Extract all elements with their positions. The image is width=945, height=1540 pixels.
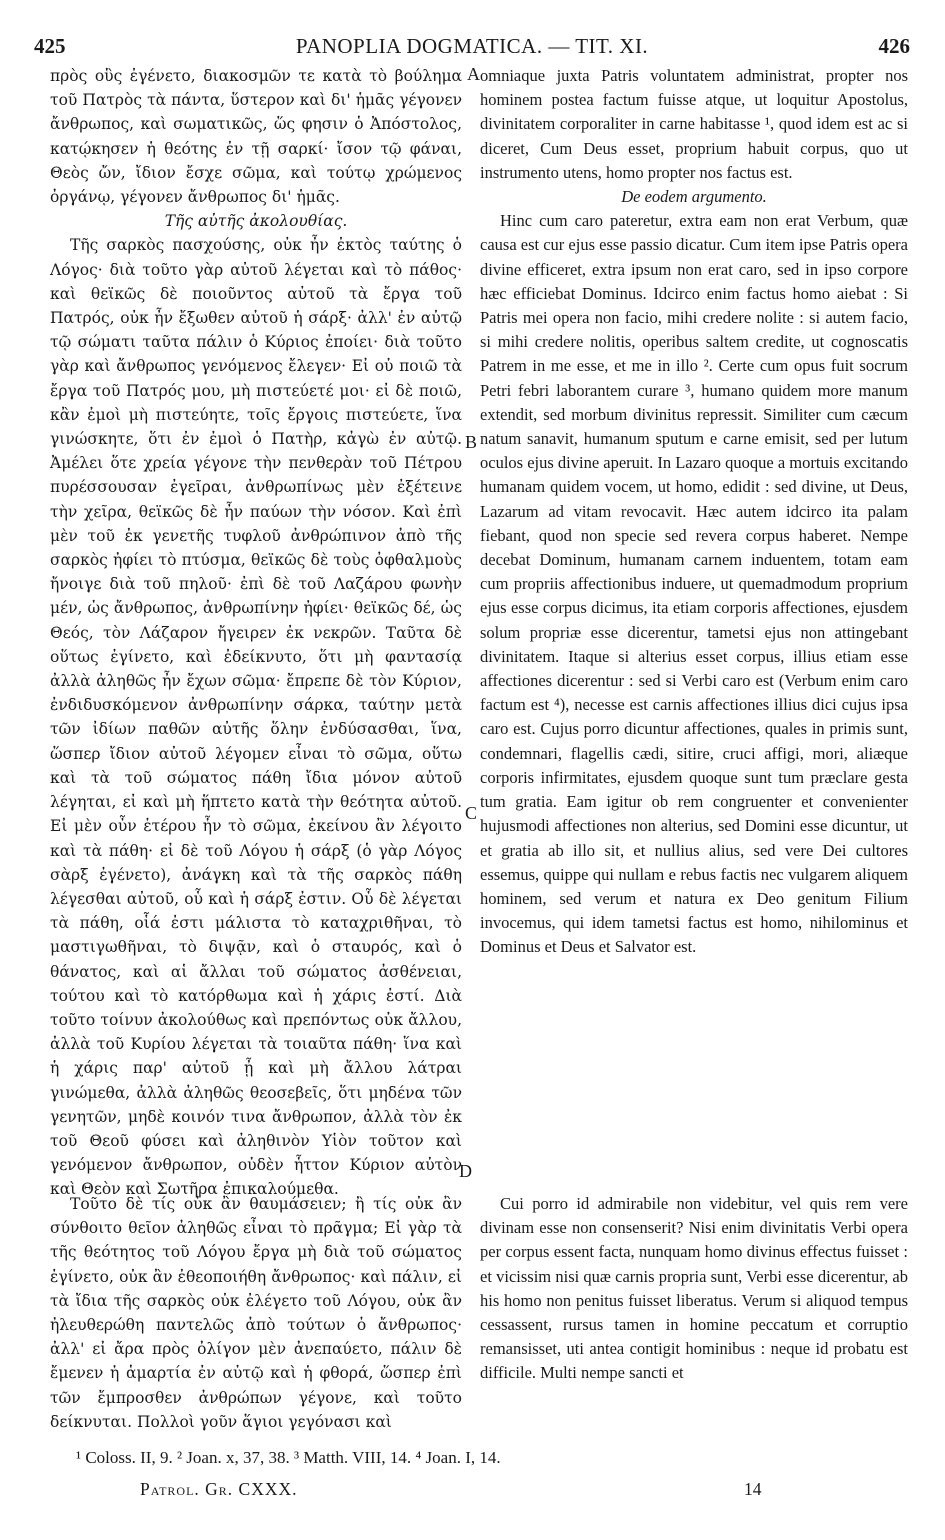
signature-line: Patrol. Gr. CXXX. bbox=[140, 1479, 298, 1499]
latin-column-bottom bbox=[480, 1192, 908, 1386]
running-title: PANOPLIA DOGMATICA. — TIT. XI. bbox=[295, 34, 649, 58]
greek-paragraph: Τῆς σαρκὸς πασχούσης, οὐκ ἦν ἐκτὸς ταύτης ὁ Λόγος· διὰ τοῦτο γὰρ αὐτοῦ λέγεται καὶ τὸ πάθος· καὶ θεϊκῶς δὲ ποιοῦντος αὐτοῦ τὰ ἔργα τοῦ Πατρός, οὐκ ἦν ἔξωθεν αὐτοῦ ἡ σάρξ· ἀλλ' ἐν αὐτῷ τῷ σώματι ταῦτα πάλιν ὁ Κύριος ἐποίει· διὰ τοῦτο γὰρ καὶ ἄνθρωπος γενόμενος ἔλεγεν· Εἰ οὐ ποιῶ τὰ ἔργα τοῦ Πατρός μου, μὴ πιστεύετέ μοι· εἰ δὲ ποιῶ, κἂν ἐμοὶ μὴ πιστεύητε, τοῖς ἔργοις πιστεύετε, ἵνα γινώσκητε, ὅτι ἐν ἐμοὶ ὁ Πατὴρ, κἀγὼ ἐν αὐτῷ. Ἀμέλει ὅτε χρεία γέγονε τὴν πενθερὰν τοῦ Πέτρου πυρέσσουσαν ἐγεῖραι, ἀνθρωπίνως μὲν ἐξέτεινε τὴν χεῖρα, θεϊκῶς δὲ ἦν παύων τὴν νόσον. Καὶ ἐπὶ μὲν τοῦ ἐκ γενετῆς τυφλοῦ ἀνθρώπινον ἀπὸ τῆς σαρκὸς ἠφίει τὸ πτύσμα, θεϊκῶς δὲ τοὺς ὀφθαλμοὺς ἤνοιγε διὰ τοῦ πηλοῦ· ἐπὶ δὲ τοῦ Λαζάρου φωνὴν μέν, ὡς ἄνθρωπος, ἀνθρωπίνην ἠφίει· θεϊκῶς δέ, ὡς Θεός, τὸν Λάζαρον ἤγειρεν ἐκ νεκρῶν. Ταῦτα δὲ οὕτως ἐγίνετο, καὶ ἐδείκνυτο, ὅτι μὴ φαντασίᾳ ἀλλὰ ἀληθῶς ἦν ἔχων σῶμα· ἔπρεπε δὲ τὸν Κύριον, ἐνδιδυσκόμενον ἀνθρωπίνην σάρκα, ταύτην μετὰ τῶν ἰδίων παθῶν αὐτῆς ὅλην ἐνδύσασθαι, ἵνα, ὥσπερ ἴδιον αὐτοῦ λέγομεν εἶναι τὸ σῶμα, οὕτω καὶ τὰ τοῦ σώματος πάθη ἴδια μόνον αὐτοῦ λέγηται, εἰ καὶ μὴ ἥπτετο κατὰ τὴν θεότητα αὐτοῦ. Εἰ μὲν οὖν ἑτέρου ἦν τὸ σῶμα, ἐκείνου ἂν λέγοιτο καὶ τὰ πάθη· εἰ δὲ τοῦ Λόγου ἡ σάρξ (ὁ γὰρ Λόγος σὰρξ ἐγένετο), ἀνάγκη καὶ τὰ τῆς σαρκὸς πάθη λέγεσθαι αὐτοῦ, οὗ καὶ ἡ σάρξ ἐστιν. Οὗ δὲ λέγεται τὰ πάθη, οἷά ἐστι μάλιστα τὸ καταχριθῆναι, τὸ μαστιγωθῆναι, τὸ διψᾷν, καὶ ὁ σταυρός, καὶ ὁ θάνατος, καὶ αἱ ἄλλαι τοῦ σώματος ἀσθένειαι, τούτου καὶ τὸ κατόρθωμα καὶ ἡ χάρις ἐστί. Διὰ τοῦτο τοίνυν ἀκολούθως καὶ πρεπόντως οὐκ ἄλλου, ἀλλὰ τοῦ Κυρίου λέγεται τὰ τοιαῦτα πάθη· ἵνα καὶ ἡ χάρις παρ' αὐτοῦ ᾖ καὶ μὴ ἄλλου λάτραι γινώμεθα, ἀλλὰ ἀληθῶς θεοσεβεῖς, ὅτι μηδένα τῶν γενητῶν, μηδὲ κοινόν τινα ἄνθρωπον, ἀλλὰ τὸν ἐκ τοῦ Θεοῦ φύσει καὶ ἀληθινὸν Υἱὸν τοῦτον καὶ γενόμενον ἄνθρωπον, οὐδὲν ἧττον Κύριον αὐτὸν καὶ Θεὸν καὶ Σωτῆρα ἐπικαλούμεθα. bbox=[50, 236, 462, 1199]
latin-section-heading: De eodem argumento. bbox=[621, 187, 767, 207]
page-number-right: 426 bbox=[878, 34, 910, 58]
sheet-number: 14 bbox=[744, 1479, 762, 1499]
page-number-left: 425 bbox=[34, 34, 66, 58]
margin-mark-d: D bbox=[459, 1161, 472, 1181]
greek-paragraph: Τοῦτο δὲ τίς οὐκ ἂν θαυμάσειεν; ἢ τίς οὐκ ἂν σύνθοιτο θεῖον ἀληθῶς εἶναι τὸ πρᾶγμα; Εἰ γὰρ τὰ τῆς θεότητος τοῦ Λόγου ἔργα μὴ διὰ τοῦ σώματος ἐγίνετο, οὐκ ἂν ἐθεοποιήθη ἄνθρωπος· καὶ πάλιν, εἰ τὰ ἴδια τῆς σαρκὸς οὐκ ἐλέγετο τοῦ Λόγου, οὐκ ἂν ἠλευθερώθη παντελῶς ἀπὸ τούτων ὁ ἄνθρωπος· ἀλλ' εἰ ἄρα πρὸς ὀλίγον μὲν ἀνεπαύετο, πάλιν δὲ ἔμενεν ἡ ἁμαρτία ἐν αὐτῷ καὶ ἡ φθορά, ὥσπερ ἐπὶ τῶν ἔμπροσθεν ἀνθρώπων γέγονε, καὶ τοῦτο δείκνυται. Πολλοὶ γοῦν ἅγιοι γεγόνασι καὶ bbox=[50, 1195, 462, 1431]
margin-mark-b: B bbox=[465, 432, 478, 452]
running-header bbox=[34, 34, 910, 60]
margin-mark-c: C bbox=[465, 803, 478, 823]
latin-paragraph: Cui porro id admirabile non videbitur, vel quis rem vere divinam esse non consenserit? Nisi enim divinitatis Verbi opera per corpus essent facta, nunquam homo divinus effectus fuisset : et vicissim nisi quæ carnis propria sunt, Verbi esse dicerentur, ab his homo non penitus fuisset liberatus. Verum si aliquod tempus cessassent, rursus tamen in homine peccatum et corruptio remansisset, uti antea contigit hominibus : neque id probatu est difficile. Multi nempe sancti et bbox=[480, 1194, 908, 1383]
greek-paragraph: πρὸς οὓς ἐγένετο, διακοσμῶν τε κατὰ τὸ βούλημα τοῦ Πατρὸς τὰ πάντα, ὕστερον καὶ δι' ἡμᾶς γέγονεν ἄνθρωπος, καὶ σωματικῶς, ὥς φησιν ὁ Ἀπόστολος, κατῴκησεν ἡ θεότης ἐν τῇ σαρκί· ἴσον τῷ φάναι, Θεὸς ὤν, ἴδιον ἔσχε σῶμα, καὶ τούτῳ χρώμενος ὀργάνῳ, γέγονεν ἄνθρωπος δι' ἡμᾶς. bbox=[50, 67, 462, 207]
latin-paragraph: Hinc cum caro pateretur, extra eam non erat Verbum, quæ causa est cur ejus esse passio dicatur. Cum item ipse Patris opera divine efficeret, extra ipsum non erat caro, sed in ipso corpore hæc efficiebat Dominus. Idcirco enim factus homo aiebat : Si Patris mei opera non facio, mihi credere nolite : si autem facio, si mihi credere nolitis, operibus saltem credite, ut cognoscatis Patrem in me esse, et me in illo ². Certe cum opus fuit socrum Petri febri laborantem curare ³, humano quidem more manum extendit, sed morbum divinitus repressit. Similiter cum cæcum natum sanavit, humanum sputum e carne emisit, sed per lutum oculos ejus divine aperuit. In Lazaro quoque a mortuis excitando humanam quidem vocem, ut homo, edidit : sed divine, ut Deus, Lazarum ad vitam revocavit. Hæc autem idcirco ita palam fiebant, quod non specie sed revera corpus haberet. Nempe decebat Dominum, humanam carnem induentem, totam eam cum propriis affectionibus induere, ut quemadmodum proprium ejus esse corpus dicimus, ita etiam corporis affectiones, ejusdem solum propriæ esse dicerentur, tametsi ejus non attingebant divinitatem. Itaque si alterius esset corpus, illius etiam esse affectiones dicerentur : sed si Verbi caro est (Verbum enim caro factum est ⁴), necesse est carnis affectiones illius dici cujus ipsa caro est. Cujus porro dicuntur affectiones, quales in primis sunt, condemnari, flagellis cædi, sitire, cruci affigi, mori, aliæque corporis infirmitates, ejusdem quoque sunt tum præclare gesta tum gratia. Eam igitur ob rem congruenter et convenienter hujusmodi affectiones non alterius, sed Domini esse dicuntur, ut et gratia ab illo sit, et nullius alius, sed vere Dei cultores essemus, quippe qui nullam e rebus factis nec vulgarem aliquem hominem, sed verum et natura ex Deo genitum Filium invocemus, qui idem tametsi factus est homo, nihilominus et Dominus et Deus et Salvator est. bbox=[480, 211, 908, 957]
latin-column-top bbox=[480, 64, 908, 960]
footnotes: ¹ Coloss. II, 9. ² Joan. x, 37, 38. ³ Matth. VIII, 14. ⁴ Joan. I, 14. bbox=[76, 1448, 501, 1467]
latin-paragraph: omniaque juxta Patris voluntatem administrat, propter nos hominem postea factum fuisse atque, ut loquitur Apostolus, divinitatem corporaliter in carne habitasse ¹, quod idem est ac si diceret, Cum Deus esset, proprium habuit corpus, quo ut instrumento utens, homo propter nos factus est. bbox=[480, 66, 908, 182]
greek-column-bottom bbox=[50, 1192, 462, 1434]
margin-mark-a: A bbox=[467, 64, 480, 84]
greek-section-heading: Τῆς αὐτῆς ἀκολουθίας. bbox=[164, 212, 348, 231]
greek-column-top bbox=[50, 64, 462, 1202]
